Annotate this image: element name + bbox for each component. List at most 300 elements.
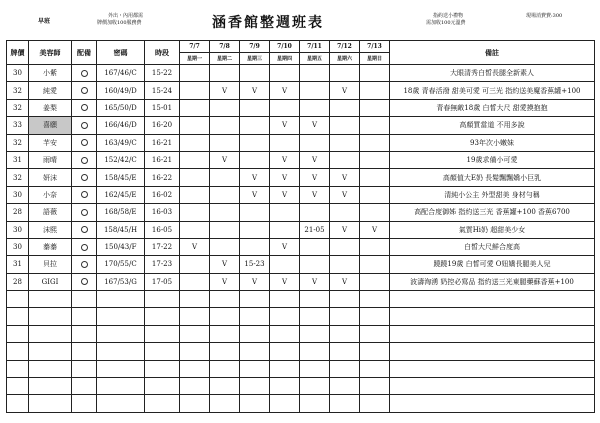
- match-cell: [72, 99, 97, 116]
- circle-icon: [81, 278, 88, 285]
- day-cell: [180, 65, 210, 82]
- empty-row: [7, 325, 595, 342]
- name-cell: 蓁蓁: [29, 238, 72, 255]
- col-date: 7/7: [180, 41, 210, 53]
- day-cell: [180, 273, 210, 290]
- table-row: [7, 221, 595, 238]
- empty-row: [7, 395, 595, 412]
- day-cell: V: [300, 186, 330, 203]
- day-cell: V: [180, 238, 210, 255]
- time-cell: 16-20: [145, 117, 180, 134]
- day-cell: [360, 204, 390, 221]
- empty-cell: [145, 395, 180, 412]
- time-cell: 17-05: [145, 273, 180, 290]
- empty-cell: [240, 378, 270, 395]
- circle-icon: [81, 226, 88, 233]
- price-cell: 31: [7, 256, 29, 273]
- circle-icon: [81, 244, 88, 251]
- day-cell: [210, 238, 240, 255]
- col-weekday: 星期日: [360, 53, 390, 65]
- day-cell: [180, 186, 210, 203]
- note-cell: 高顏質當道 不用多說: [390, 117, 595, 134]
- day-cell: [180, 204, 210, 221]
- name-cell: 雨晴: [29, 151, 72, 168]
- day-cell: V: [330, 186, 360, 203]
- empty-cell: [97, 378, 145, 395]
- empty-cell: [72, 343, 97, 360]
- day-cell: [300, 238, 330, 255]
- day-cell: V: [270, 238, 300, 255]
- code-cell: 158/45/E: [97, 169, 145, 186]
- code-cell: 150/43/F: [97, 238, 145, 255]
- empty-cell: [97, 343, 145, 360]
- col-price: 牌價: [7, 41, 29, 65]
- empty-cell: [390, 378, 595, 395]
- empty-cell: [72, 395, 97, 412]
- empty-cell: [300, 308, 330, 325]
- price-cell: 30: [7, 238, 29, 255]
- col-weekday: 星期二: [210, 53, 240, 65]
- empty-cell: [180, 308, 210, 325]
- day-cell: [360, 65, 390, 82]
- day-cell: V: [240, 186, 270, 203]
- time-cell: 16-03: [145, 204, 180, 221]
- match-cell: [72, 221, 97, 238]
- price-cell: 30: [7, 186, 29, 203]
- price-cell: 28: [7, 204, 29, 221]
- empty-cell: [270, 378, 300, 395]
- empty-cell: [145, 343, 180, 360]
- empty-cell: [72, 325, 97, 342]
- name-cell: 純愛: [29, 82, 72, 99]
- day-cell: [330, 151, 360, 168]
- circle-icon: [81, 174, 88, 181]
- col-weekday: 星期三: [240, 53, 270, 65]
- empty-cell: [330, 291, 360, 308]
- empty-cell: [360, 343, 390, 360]
- empty-cell: [180, 325, 210, 342]
- empty-cell: [300, 291, 330, 308]
- empty-cell: [97, 395, 145, 412]
- empty-cell: [7, 308, 29, 325]
- day-cell: [330, 99, 360, 116]
- match-cell: [72, 186, 97, 203]
- day-cell: [240, 221, 270, 238]
- day-cell: [360, 273, 390, 290]
- empty-cell: [180, 291, 210, 308]
- code-cell: 162/45/E: [97, 186, 145, 203]
- code-cell: 152/42/C: [97, 151, 145, 168]
- day-cell: [330, 256, 360, 273]
- time-cell: 16-21: [145, 151, 180, 168]
- empty-cell: [7, 343, 29, 360]
- day-cell: V: [300, 151, 330, 168]
- day-cell: [330, 65, 360, 82]
- note-cell: 波濤洶湧 奶控必寫品 指約送三光東腿藥蘇香蕉+100: [390, 273, 595, 290]
- circle-icon: [81, 139, 88, 146]
- empty-cell: [240, 360, 270, 377]
- name-cell: 芊安: [29, 134, 72, 151]
- time-cell: 15-22: [145, 65, 180, 82]
- empty-cell: [390, 343, 595, 360]
- day-cell: V: [210, 151, 240, 168]
- empty-cell: [29, 325, 72, 342]
- day-cell: V: [270, 273, 300, 290]
- day-cell: [270, 65, 300, 82]
- empty-cell: [210, 325, 240, 342]
- name-cell: 妍沫: [29, 169, 72, 186]
- empty-cell: [390, 291, 595, 308]
- day-cell: [180, 221, 210, 238]
- day-cell: [330, 204, 360, 221]
- col-weekday: 星期五: [300, 53, 330, 65]
- day-cell: [300, 204, 330, 221]
- note-cell: 高顏值大E奶 長髮飄飄嬌小巨乳: [390, 169, 595, 186]
- empty-cell: [270, 325, 300, 342]
- empty-cell: [360, 395, 390, 412]
- empty-cell: [240, 343, 270, 360]
- day-cell: [180, 151, 210, 168]
- col-note: 備註: [390, 41, 595, 65]
- day-cell: [360, 238, 390, 255]
- note-cell: 18歲 青春活潑 甜美可愛 可三光 指約送美魔香蕉罐+100: [390, 82, 595, 99]
- note-cell: 大眼清秀白皙長腿全新素人: [390, 65, 595, 82]
- col-date: 7/10: [270, 41, 300, 53]
- day-cell: [300, 134, 330, 151]
- time-cell: 15-24: [145, 82, 180, 99]
- table-row: [7, 134, 595, 151]
- empty-cell: [210, 395, 240, 412]
- time-cell: 16-21: [145, 134, 180, 151]
- day-cell: [360, 186, 390, 203]
- day-cell: [360, 82, 390, 99]
- note-cell: 清純小公主 外型甜美 身材勻稱: [390, 186, 595, 203]
- day-cell: [270, 99, 300, 116]
- time-cell: 17-23: [145, 256, 180, 273]
- col-date: 7/11: [300, 41, 330, 53]
- day-cell: [270, 221, 300, 238]
- code-cell: 170/55/C: [97, 256, 145, 273]
- day-cell: [360, 151, 390, 168]
- day-cell: [240, 238, 270, 255]
- empty-cell: [330, 308, 360, 325]
- note-cell: 青春無敵18歲 白皙大尺 甜愛摸抱抱: [390, 99, 595, 116]
- col-name: 美容師: [29, 41, 72, 65]
- empty-cell: [145, 360, 180, 377]
- shop-fee-label: 現場消費費:300: [526, 13, 563, 19]
- request-note-1: 指約送小禮物: [433, 13, 464, 19]
- col-date: 7/9: [240, 41, 270, 53]
- empty-cell: [360, 378, 390, 395]
- day-cell: [210, 204, 240, 221]
- col-code: 密碼: [97, 41, 145, 65]
- empty-row: [7, 360, 595, 377]
- empty-cell: [270, 291, 300, 308]
- match-cell: [72, 204, 97, 221]
- circle-icon: [81, 104, 88, 111]
- empty-cell: [7, 325, 29, 342]
- col-date: 7/13: [360, 41, 390, 53]
- day-cell: [210, 186, 240, 203]
- day-cell: [180, 134, 210, 151]
- match-cell: [72, 65, 97, 82]
- day-cell: [330, 134, 360, 151]
- price-cell: 32: [7, 134, 29, 151]
- empty-cell: [29, 343, 72, 360]
- name-cell: 語薇: [29, 204, 72, 221]
- empty-cell: [240, 308, 270, 325]
- empty-cell: [390, 360, 595, 377]
- time-cell: 15-01: [145, 99, 180, 116]
- page-header: [0, 0, 600, 38]
- empty-cell: [390, 395, 595, 412]
- day-cell: [240, 151, 270, 168]
- empty-cell: [330, 360, 360, 377]
- circle-icon: [81, 261, 88, 268]
- code-cell: 163/49/C: [97, 134, 145, 151]
- day-cell: [270, 256, 300, 273]
- note-cell: 氣質Hi奶 超甜美少女: [390, 221, 595, 238]
- page-title: 涵香館整週班表: [212, 15, 324, 31]
- price-cell: 28: [7, 273, 29, 290]
- table-row: [7, 82, 595, 99]
- empty-cell: [300, 395, 330, 412]
- empty-cell: [270, 360, 300, 377]
- time-cell: 16-05: [145, 221, 180, 238]
- empty-cell: [210, 291, 240, 308]
- day-cell: V: [300, 169, 330, 186]
- table-row: [7, 238, 595, 255]
- day-cell: [210, 134, 240, 151]
- empty-cell: [210, 343, 240, 360]
- note-cell: 93年次小嫩妹: [390, 134, 595, 151]
- empty-cell: [145, 325, 180, 342]
- day-cell: V: [240, 82, 270, 99]
- empty-cell: [360, 291, 390, 308]
- code-cell: 167/46/C: [97, 65, 145, 82]
- empty-cell: [7, 360, 29, 377]
- day-cell: [210, 221, 240, 238]
- day-cell: [210, 99, 240, 116]
- price-cell: 32: [7, 169, 29, 186]
- match-cell: [72, 117, 97, 134]
- code-cell: 167/53/G: [97, 273, 145, 290]
- day-cell: V: [330, 82, 360, 99]
- day-cell: [330, 117, 360, 134]
- day-cell: [210, 65, 240, 82]
- empty-cell: [29, 378, 72, 395]
- price-cell: 33: [7, 117, 29, 134]
- note-cell: 19歲求備小可愛: [390, 151, 595, 168]
- day-cell: V: [270, 82, 300, 99]
- empty-cell: [72, 378, 97, 395]
- day-cell: [210, 169, 240, 186]
- match-cell: [72, 238, 97, 255]
- col-time: 時段: [145, 41, 180, 65]
- empty-cell: [330, 325, 360, 342]
- table-row: [7, 169, 595, 186]
- circle-icon: [81, 191, 88, 198]
- day-cell: [300, 82, 330, 99]
- empty-cell: [390, 308, 595, 325]
- name-cell: 姜梨: [29, 99, 72, 116]
- header-note-2: 牌價加收100服務費: [97, 20, 142, 26]
- time-cell: 17-22: [145, 238, 180, 255]
- empty-cell: [29, 291, 72, 308]
- empty-cell: [7, 291, 29, 308]
- day-cell: [180, 99, 210, 116]
- circle-icon: [81, 209, 88, 216]
- day-cell: V: [240, 273, 270, 290]
- price-cell: 32: [7, 99, 29, 116]
- empty-cell: [7, 395, 29, 412]
- day-cell: V: [210, 82, 240, 99]
- match-cell: [72, 82, 97, 99]
- empty-cell: [7, 378, 29, 395]
- day-cell: V: [330, 221, 360, 238]
- name-cell: GIGI: [29, 273, 72, 290]
- price-cell: 32: [7, 82, 29, 99]
- day-cell: V: [360, 221, 390, 238]
- day-cell: 21-05: [300, 221, 330, 238]
- empty-cell: [360, 325, 390, 342]
- empty-cell: [360, 308, 390, 325]
- note-cell: 白皙大尺鮮合度高: [390, 238, 595, 255]
- col-weekday: 星期一: [180, 53, 210, 65]
- day-cell: V: [330, 169, 360, 186]
- table-row: [7, 117, 595, 134]
- match-cell: [72, 273, 97, 290]
- match-cell: [72, 134, 97, 151]
- code-cell: 168/58/E: [97, 204, 145, 221]
- day-cell: [360, 134, 390, 151]
- day-cell: V: [210, 256, 240, 273]
- name-cell: 喜願: [29, 117, 72, 134]
- empty-cell: [210, 308, 240, 325]
- day-cell: [180, 256, 210, 273]
- schedule-body: [7, 65, 595, 413]
- day-cell: 15-23: [240, 256, 270, 273]
- table-row: [7, 273, 595, 290]
- empty-cell: [300, 325, 330, 342]
- empty-cell: [97, 360, 145, 377]
- circle-icon: [81, 157, 88, 164]
- empty-cell: [210, 378, 240, 395]
- empty-cell: [330, 343, 360, 360]
- name-cell: 小奈: [29, 186, 72, 203]
- empty-cell: [180, 395, 210, 412]
- empty-cell: [97, 308, 145, 325]
- empty-row: [7, 343, 595, 360]
- code-cell: 165/50/D: [97, 99, 145, 116]
- empty-cell: [240, 395, 270, 412]
- empty-cell: [180, 378, 210, 395]
- shift-label: 早班: [38, 18, 51, 25]
- table-row: [7, 65, 595, 82]
- empty-cell: [180, 360, 210, 377]
- col-date: 7/8: [210, 41, 240, 53]
- empty-row: [7, 291, 595, 308]
- empty-cell: [29, 360, 72, 377]
- time-cell: 16-22: [145, 169, 180, 186]
- empty-cell: [330, 395, 360, 412]
- table-row: [7, 186, 595, 203]
- request-note-2: 需加收100元溫費: [426, 20, 466, 26]
- table-row: [7, 99, 595, 116]
- day-cell: [240, 117, 270, 134]
- day-cell: V: [270, 151, 300, 168]
- day-cell: [330, 238, 360, 255]
- empty-cell: [240, 291, 270, 308]
- day-cell: [240, 134, 270, 151]
- table-row: [7, 151, 595, 168]
- name-cell: 沫熙: [29, 221, 72, 238]
- empty-cell: [29, 395, 72, 412]
- day-cell: [360, 99, 390, 116]
- empty-cell: [145, 291, 180, 308]
- day-cell: [360, 169, 390, 186]
- day-cell: V: [330, 273, 360, 290]
- table-row: [7, 256, 595, 273]
- empty-cell: [97, 325, 145, 342]
- day-cell: V: [270, 169, 300, 186]
- day-cell: [360, 117, 390, 134]
- match-cell: [72, 169, 97, 186]
- empty-row: [7, 308, 595, 325]
- day-cell: [300, 256, 330, 273]
- col-match: 配備: [72, 41, 97, 65]
- day-cell: [180, 117, 210, 134]
- day-cell: [360, 256, 390, 273]
- table-row: [7, 204, 595, 221]
- price-cell: 30: [7, 221, 29, 238]
- day-cell: V: [240, 169, 270, 186]
- day-cell: [300, 65, 330, 82]
- circle-icon: [81, 70, 88, 77]
- schedule-table: [6, 40, 595, 413]
- day-cell: [240, 204, 270, 221]
- empty-cell: [360, 360, 390, 377]
- day-cell: V: [270, 186, 300, 203]
- empty-cell: [270, 343, 300, 360]
- empty-row: [7, 378, 595, 395]
- code-cell: 158/45/H: [97, 221, 145, 238]
- empty-cell: [145, 378, 180, 395]
- time-cell: 16-02: [145, 186, 180, 203]
- code-cell: 160/49/D: [97, 82, 145, 99]
- day-cell: [210, 117, 240, 134]
- code-cell: 166/46/D: [97, 117, 145, 134]
- empty-cell: [240, 325, 270, 342]
- empty-cell: [180, 343, 210, 360]
- note-cell: 高配合度御姊 指約送三光 香蕉罐+100 香蕉6700: [390, 204, 595, 221]
- note-cell: 蹺蹺19歲 白皙可愛 O妞嬌長腿美人兒: [390, 256, 595, 273]
- empty-cell: [300, 360, 330, 377]
- empty-cell: [29, 308, 72, 325]
- header-note-1: 外出・內用都需: [108, 13, 144, 19]
- day-cell: [270, 204, 300, 221]
- empty-cell: [72, 291, 97, 308]
- name-cell: 貝拉: [29, 256, 72, 273]
- empty-cell: [390, 325, 595, 342]
- day-cell: [240, 65, 270, 82]
- empty-cell: [210, 360, 240, 377]
- empty-cell: [270, 395, 300, 412]
- day-cell: [180, 169, 210, 186]
- match-cell: [72, 256, 97, 273]
- circle-icon: [81, 87, 88, 94]
- col-weekday: 星期四: [270, 53, 300, 65]
